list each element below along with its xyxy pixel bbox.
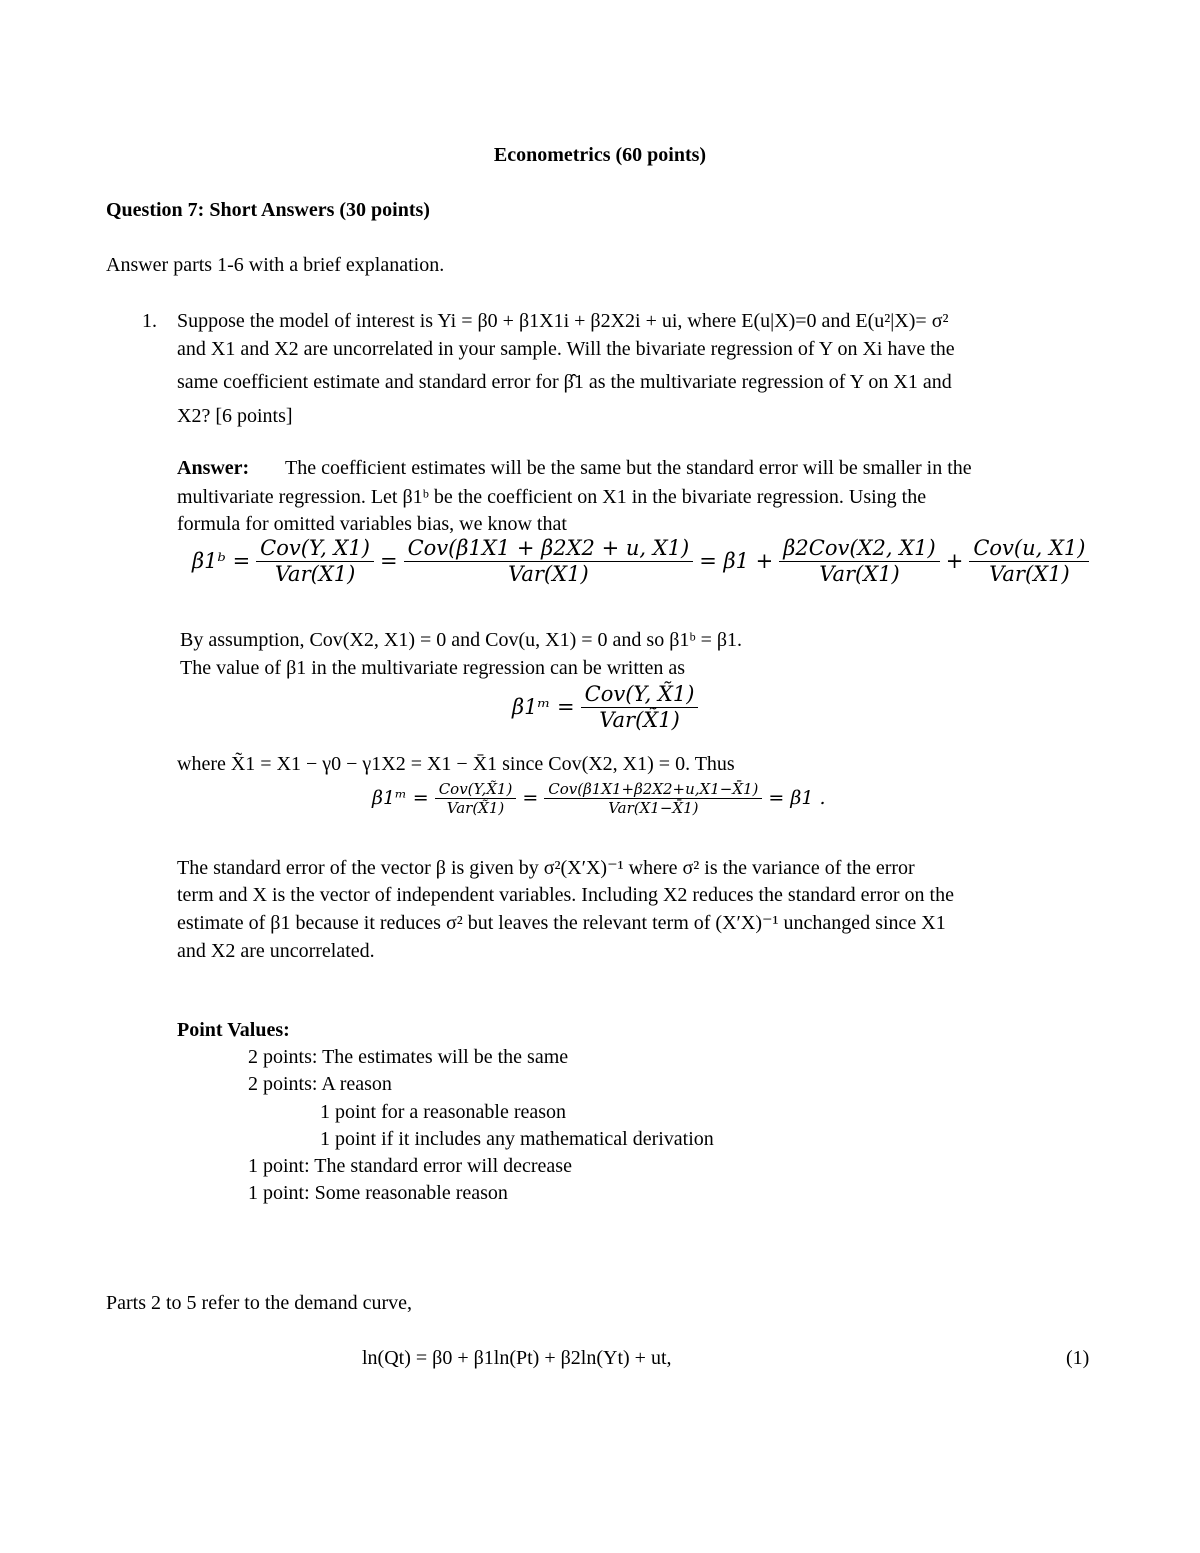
eq2-fraction <box>581 682 699 733</box>
eq3-tail: = β1 . <box>768 787 826 810</box>
demand-equation: ln(Qt) = β0 + β1ln(Pt) + β2ln(Yt) + ut, <box>362 1347 672 1369</box>
para-line3: estimate of β1 because it reduces σ² but leaves the relevant term of (X′X)⁻¹ unchanged since X1 <box>177 912 946 934</box>
eq3-f2-numerator: Cov(β1X1+β2X2+u,X1−X̄1) <box>544 780 762 799</box>
answer-line5: The value of β1 in the multivariate regression can be written as <box>180 657 685 679</box>
part1-line1: Suppose the model of interest is Yi = β0 + β1X1i + β2X2i + ui, where E(u|X)=0 and E(u²|X)= σ² <box>177 310 949 332</box>
parts-2-5-intro: Parts 2 to 5 refer to the demand curve, <box>106 1292 413 1314</box>
eq1-lhs: β1ᵇ = <box>192 549 251 574</box>
point-item: 1 point: Some reasonable reason <box>248 1182 508 1204</box>
eq1-f2-denominator: Var(X1) <box>508 562 589 587</box>
eq1-f1-numerator: Cov(Y, X1) <box>256 536 374 562</box>
eq1-f3-numerator: β2Cov(X2, X1) <box>779 536 939 562</box>
eq3-equals: = <box>522 787 539 810</box>
eq3-fraction-2 <box>544 780 762 817</box>
answer-line2: multivariate regression. Let β1ᵇ be the coefficient on X1 in the bivariate regression. Using the <box>177 486 927 508</box>
eq2-lhs: β1ᵐ = <box>512 695 575 720</box>
answer-line4: By assumption, Cov(X2, X1) = 0 and Cov(u, X1) = 0 and so β1ᵇ = β1. <box>180 629 743 651</box>
question-heading: Question 7: Short Answers (30 points) <box>106 199 430 221</box>
para-line2: term and X is the vector of independent variables. Including X2 reduces the standard error on the <box>177 884 954 906</box>
instructions: Answer parts 1-6 with a brief explanation. <box>106 254 445 276</box>
eq1-fraction-3 <box>779 536 939 587</box>
point-subitem: 1 point for a reasonable reason <box>320 1101 567 1123</box>
equation-number: (1) <box>1066 1347 1090 1369</box>
answer-line1: The coefficient estimates will be the same but the standard error will be smaller in the <box>285 457 972 479</box>
para-line4: and X2 are uncorrelated. <box>177 940 375 962</box>
eq3-f1-numerator: Cov(Y,X̃1) <box>435 780 517 799</box>
para-line1: The standard error of the vector β is given by σ²(X′X)⁻¹ where σ² is the variance of the error <box>177 857 915 879</box>
point-values-label: Point Values: <box>177 1019 290 1041</box>
eq1-f2-numerator: Cov(β1X1 + β2X2 + u, X1) <box>404 536 694 562</box>
document-title: Econometrics (60 points) <box>493 144 707 166</box>
equation-multivariate-beta <box>512 682 698 733</box>
eq1-equals-a: = <box>379 549 398 574</box>
part1-line3: same coefficient estimate and standard error for β̂1 as the multivariate regression of Y on X1 and <box>177 371 952 393</box>
eq1-f4-numerator: Cov(u, X1) <box>969 536 1089 562</box>
equation-omitted-variable-bias <box>192 536 1089 587</box>
eq1-fraction-1 <box>256 536 374 587</box>
eq1-f1-denominator: Var(X1) <box>274 562 356 587</box>
eq3-f1-denominator: Var(X̃1) <box>446 799 505 817</box>
answer-label: Answer: <box>177 457 250 479</box>
answer-line3: formula for omitted variables bias, we know that <box>177 513 567 535</box>
eq2-numerator: Cov(Y, X̃1) <box>581 682 699 708</box>
point-item: 1 point: The standard error will decrease <box>248 1155 572 1177</box>
eq1-fraction-2 <box>404 536 694 587</box>
eq2-denominator: Var(X̃1) <box>599 708 680 733</box>
answer-line6: where X̃1 = X1 − γ0 − γ1X2 = X1 − X̄1 since Cov(X2, X1) = 0. Thus <box>177 753 735 775</box>
part1-line4: X2? [6 points] <box>177 405 293 427</box>
point-subitem: 1 point if it includes any mathematical derivation <box>320 1128 714 1150</box>
part-number: 1. <box>142 310 157 332</box>
eq3-f2-denominator: Var(X1−X̄1) <box>608 799 699 817</box>
eq1-fraction-4 <box>969 536 1089 587</box>
eq3-lhs: β1ᵐ = <box>372 787 429 810</box>
eq1-f4-denominator: Var(X1) <box>989 562 1070 587</box>
part1-line2: and X1 and X2 are uncorrelated in your sample. Will the bivariate regression of Y on Xi have the <box>177 338 955 360</box>
point-item: 2 points: A reason <box>248 1073 392 1095</box>
eq1-equals-b: = β1 + <box>699 549 774 574</box>
eq1-plus: + <box>945 549 964 574</box>
eq3-fraction-1 <box>435 780 517 817</box>
point-item: 2 points: The estimates will be the same <box>248 1046 569 1068</box>
equation-thus <box>372 780 826 817</box>
eq1-f3-denominator: Var(X1) <box>819 562 900 587</box>
